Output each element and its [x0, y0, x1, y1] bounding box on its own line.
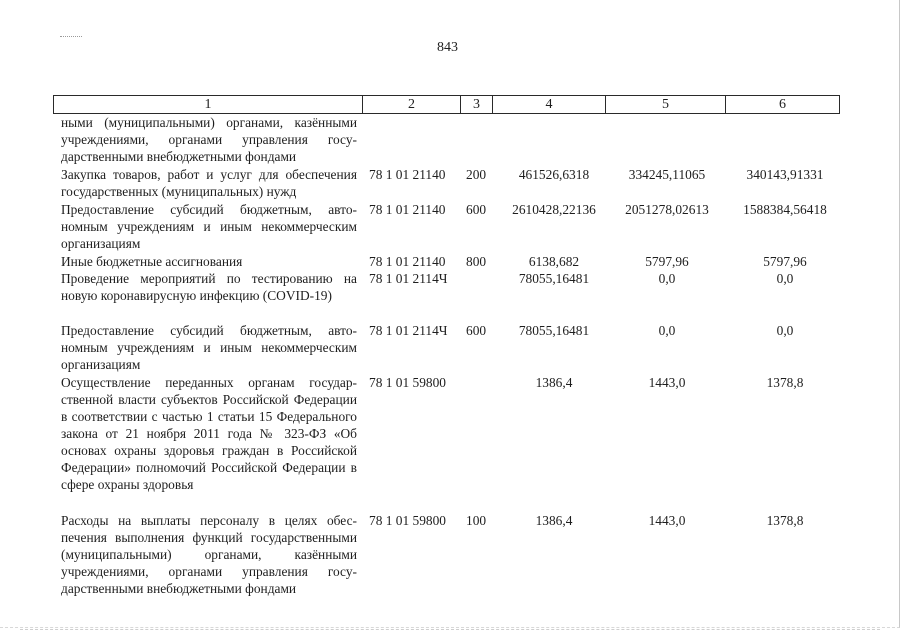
row-value-4: 1386,4: [535, 375, 573, 390]
row-value-5: 5797,96: [645, 254, 689, 269]
row-value-6: 1378,8: [766, 513, 804, 528]
row-name: Закупка товаров, работ и услуг для обеспечения государственных (муниципальных) нужд: [61, 167, 357, 199]
row-name: Предоставление субсидий бюджетным, автономным учреждениям и иным некоммерческим организациям: [61, 202, 357, 251]
row-value-6: 0,0: [776, 271, 794, 286]
row-name: Осуществление переданных органам государственной власти субъектов Российской Федерации в соответствии с частью 1 статьи 15 Федерального закона от 21 ноября 2011 года № 323-ФЗ «Об основах охраны здоровья граждан в Российской Федерации» полномочий Российской Федерации в сфере охраны здоровья: [61, 375, 357, 492]
row-vr: 600: [466, 202, 487, 217]
row-value-5: 1443,0: [648, 375, 686, 390]
column-header-5: 5: [606, 96, 726, 113]
column-header-6: 6: [779, 97, 786, 112]
row-value-4: 1386,4: [535, 513, 573, 528]
row-vr: 600: [466, 323, 487, 338]
row-value-5: 1443,0: [648, 513, 686, 528]
row-value-5: 334245,11065: [628, 167, 706, 182]
row-vr: 100: [466, 513, 487, 528]
row-vr: 800: [466, 254, 487, 269]
column-header-1: 1: [54, 96, 363, 113]
row-name: Иные бюджетные ассигнования: [61, 254, 243, 269]
row-value-4: 6138,682: [528, 254, 580, 269]
row-value-5: 2051278,02613: [625, 202, 709, 217]
row-code: 78 1 01 59800: [369, 513, 446, 528]
row-name: Расходы на выплаты персоналу в целях обеспечения выполнения функций государственными (муниципальными) органами, казёнными учреждениями, органами управления государственными внебюджетными фондами: [61, 513, 357, 596]
row-name: Предоставление субсидий бюджетным, автономным учреждениям и иным некоммерческим организациям: [61, 323, 357, 372]
row-code: 78 1 01 2114Ч: [369, 323, 448, 338]
column-header-2: 2: [363, 96, 461, 113]
row-code: 78 1 01 2114Ч: [369, 271, 448, 286]
table-header-row: [53, 95, 840, 114]
column-header-3: 3: [461, 96, 493, 113]
row-value-5: 0,0: [658, 271, 676, 286]
row-code: 78 1 01 21140: [369, 167, 446, 182]
scan-artifact: [60, 36, 82, 37]
row-code: 78 1 01 21140: [369, 254, 446, 269]
row-value-4: 78055,16481: [518, 323, 590, 338]
row-value-5: 0,0: [658, 323, 676, 338]
row-vr: 200: [466, 167, 487, 182]
row-value-6: 1378,8: [766, 375, 804, 390]
row-value-6: 5797,96: [763, 254, 807, 269]
row-value-4: 78055,16481: [518, 271, 590, 286]
row-value-6: 340143,91331: [746, 167, 824, 182]
row-code: 78 1 01 21140: [369, 202, 446, 217]
row-value-4: 461526,6318: [518, 167, 590, 182]
row-value-6: 1588384,56418: [743, 202, 827, 217]
row-code: 78 1 01 59800: [369, 375, 446, 390]
page-number: 843: [437, 40, 458, 55]
scan-artifact: [20, 629, 880, 630]
row-value-4: 2610428,22136: [512, 202, 596, 217]
row-value-6: 0,0: [776, 323, 794, 338]
row-name: ными (муниципальными) органами, казёнными учреждениями, органами управления государственными внебюджетными фондами: [61, 115, 357, 164]
column-header-4: 4: [493, 96, 606, 113]
row-name: Проведение мероприятий по тестированию на новую коронавирусную инфекцию (COVID-19): [61, 271, 357, 303]
